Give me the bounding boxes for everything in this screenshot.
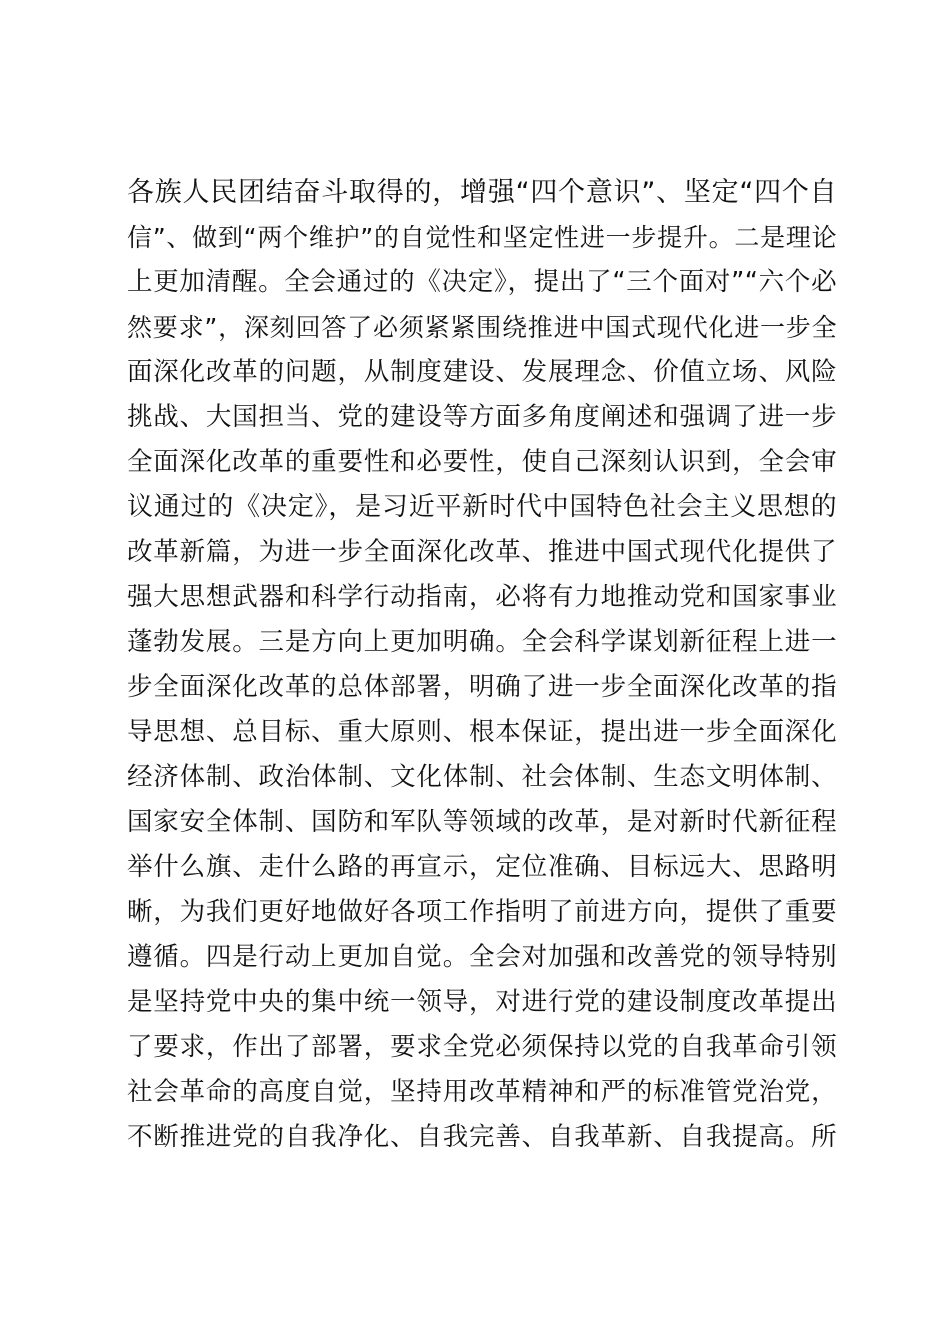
- text-line: 经济体制、政治体制、文化体制、社会体制、生态文明体制、: [127, 762, 837, 792]
- text-line: 不断推进党的自我净化、自我完善、自我革新、自我提高。所: [127, 1122, 837, 1152]
- text-line: 社会革命的高度自觉，坚持用改革精神和严的标准管党治党，: [127, 1077, 837, 1107]
- text-line: 全面深化改革的重要性和必要性，使自己深刻认识到，全会审: [127, 447, 837, 477]
- text-line: 晰，为我们更好地做好各项工作指明了前进方向，提供了重要: [127, 897, 837, 927]
- text-line: 然要求”，深刻回答了必须紧紧围绕推进中国式现代化进一步全: [127, 313, 837, 342]
- text-line: 挑战、大国担当、党的建设等方面多角度阐述和强调了进一步: [127, 402, 837, 432]
- text-line: 导思想、总目标、重大原则、根本保证，提出进一步全面深化: [127, 717, 837, 747]
- text-line: 上更加清醒。全会通过的《决定》，提出了“三个面对”“六个必: [127, 267, 837, 297]
- text-line: 议通过的《决定》，是习近平新时代中国特色社会主义思想的: [127, 492, 837, 522]
- body-paragraph: [127, 170, 837, 1160]
- text-line: 强大思想武器和科学行动指南，必将有力地推动党和国家事业: [127, 582, 837, 612]
- text-line: 是坚持党中央的集中统一领导，对进行党的建设制度改革提出: [127, 987, 837, 1017]
- text-line: 步全面深化改革的总体部署，明确了进一步全面深化改革的指: [127, 672, 837, 702]
- text-line: 各族人民团结奋斗取得的，增强“四个意识”、坚定“四个自: [127, 177, 837, 208]
- text-line: 面深化改革的问题，从制度建设、发展理念、价值立场、风险: [127, 357, 837, 387]
- text-line: 国家安全体制、国防和军队等领域的改革，是对新时代新征程: [127, 807, 837, 837]
- text-line: 遵循。四是行动上更加自觉。全会对加强和改善党的领导特别: [127, 942, 837, 972]
- text-line: 蓬勃发展。三是方向上更加明确。全会科学谋划新征程上进一: [127, 627, 837, 657]
- text-line: 改革新篇，为进一步全面深化改革、推进中国式现代化提供了: [127, 537, 837, 567]
- text-line: 信”、做到“两个维护”的自觉性和坚定性进一步提升。二是理论: [127, 223, 837, 252]
- text-line: 了要求，作出了部署，要求全党必须保持以党的自我革命引领: [127, 1032, 837, 1062]
- text-line: 举什么旗、走什么路的再宣示，定位准确、目标远大、思路明: [127, 852, 837, 882]
